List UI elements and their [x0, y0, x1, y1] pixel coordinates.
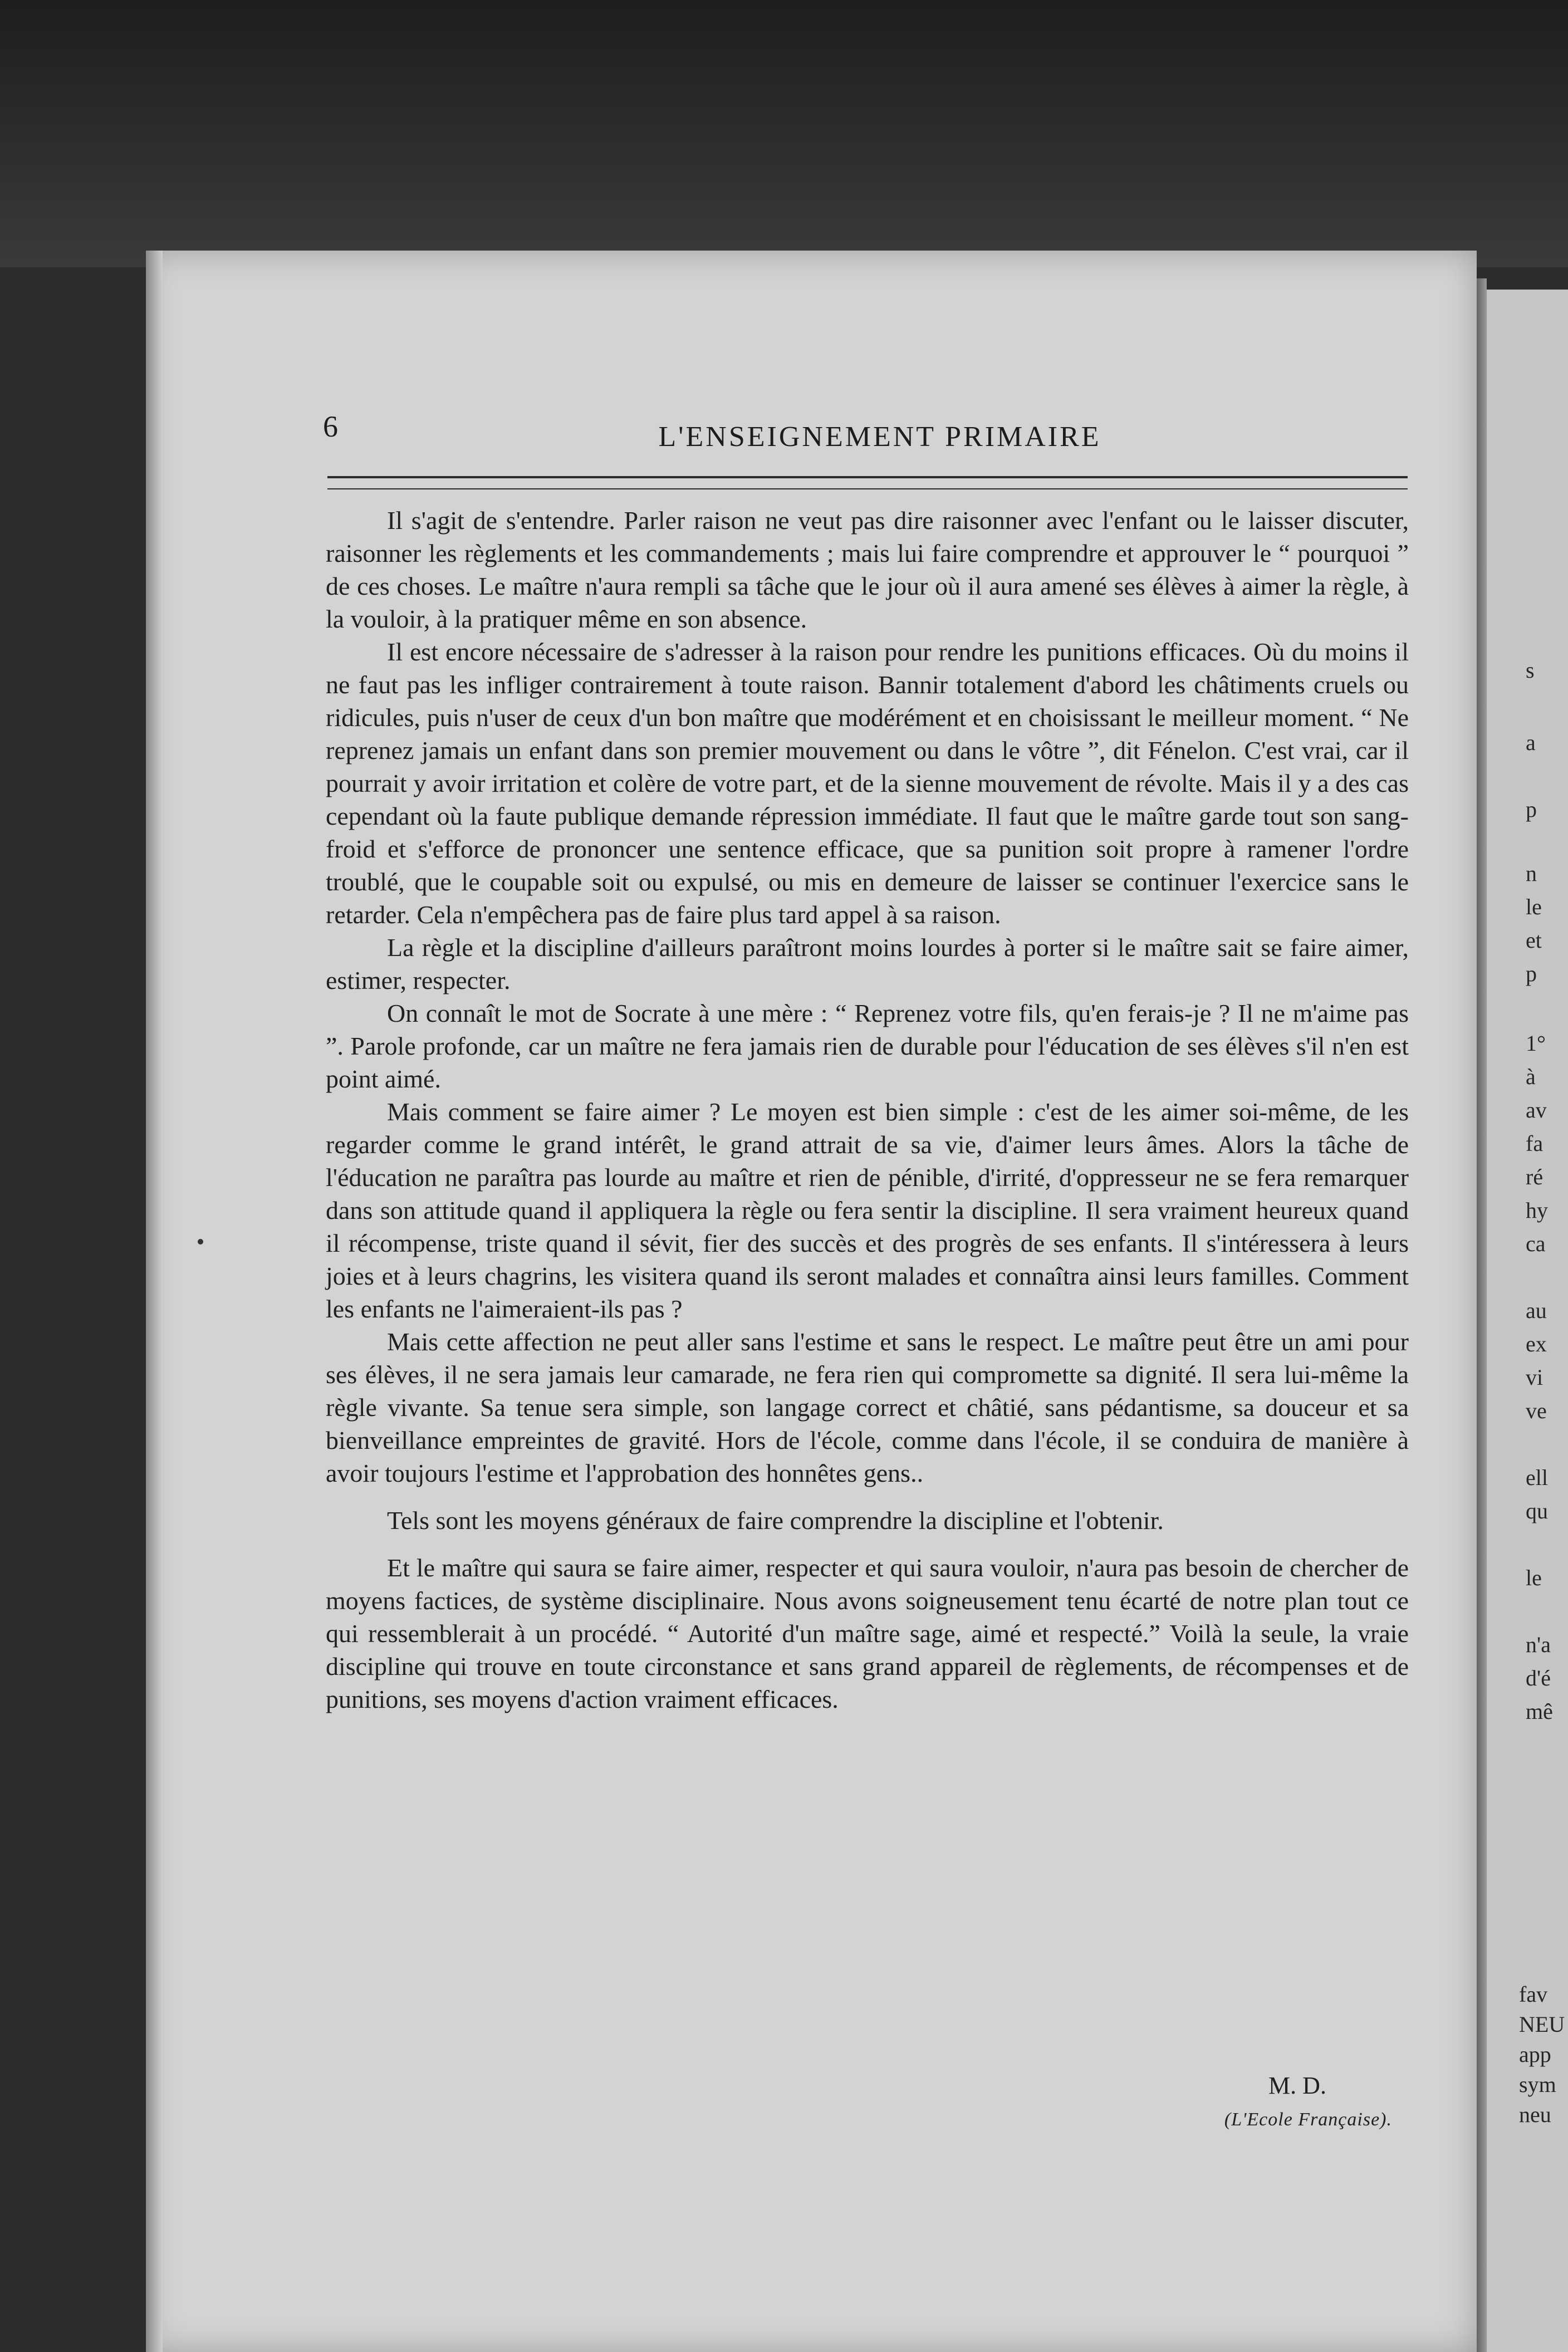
fragment: n [1526, 861, 1537, 886]
paragraph: On connaît le mot de Socrate à une mère : “ Reprenez votre fils, qu'en ferais-je ? Il ne m'aime pas ”. Parole profonde, car un maître ne fera jamais rien de durable pour l'éducation de ses élèves s'il n'en est point aimé. [326, 999, 1409, 1093]
fragment: ca [1526, 1231, 1546, 1256]
fragment: 1° [1526, 1031, 1546, 1056]
background [0, 0, 1568, 267]
fragment: le [1526, 894, 1542, 919]
fragment: qu [1526, 1498, 1548, 1523]
fragment: ve [1526, 1398, 1547, 1423]
fragment: fav [1519, 1982, 1548, 2007]
fragment: ex [1526, 1331, 1547, 1356]
fragment: et [1526, 928, 1542, 953]
page-edge [146, 251, 163, 2352]
fragment: neu [1519, 2102, 1551, 2127]
paragraph: Tels sont les moyens généraux de faire comprendre la discipline et l'obtenir. [387, 1506, 1164, 1535]
fragment: av [1526, 1097, 1547, 1123]
paragraph: Mais cette affection ne peut aller sans l'estime et sans le respect. Le maître peut être un ami pour ses élèves, il ne sera jamais leur camarade, ne fera rien qui compromette sa dignité. Il sera lui-même la règle vivante. Sa tenue sera simple, son langage correct et châtié, sans pédantisme, sa douceur et sa bienveillance empreintes de gravité. Hors de l'école, comme dans l'école, il se conduira de manière à avoir toujours l'estime et l'approbation des honnêtes gens.. [326, 1327, 1409, 1487]
page-number: 6 [323, 410, 338, 443]
fragment: au [1526, 1298, 1547, 1323]
fragment: s [1526, 658, 1535, 683]
margin-mark [198, 1239, 203, 1244]
author-initials: M. D. [1268, 2072, 1326, 2099]
fragment: ré [1526, 1164, 1543, 1189]
article-body [326, 504, 1409, 1716]
page-header [323, 404, 1437, 465]
paragraph: Il est encore nécessaire de s'adresser à la raison pour rendre les punitions efficaces. Où du moins il ne faut pas les infliger contrairement à toute raison. Bannir totalement d'abord les châtiments cruels ou ridicules, puis n'user de ceux d'un bon maître que modérément et en choisissant le meilleur moment. “ Ne reprenez jamais un enfant dans son premier mouvement ou dans le vôtre ”, dit Fénelon. C'est vrai, car il pourrait y avoir irritation et colère de votre part, et de la sienne mouvement de révolte. Mais il y a des cas cependant où la faute publique demande répression immédiate. Il faut que le maître garde tout son sang-froid et s'efforce de prononcer une sentence efficace, que sa punition soit propre à ramener l'ordre troublé, que le coupable soit ou expulsé, ou mis en demeure de laisser se continuer l'exercice sans le retarder. Cela n'empêchera pas de faire plus tard appel à sa raison. [326, 638, 1409, 929]
fragment: le [1526, 1565, 1542, 1590]
paragraph: Et le maître qui saura se faire aimer, respecter et qui saura vouloir, n'aura pas besoin de chercher de moyens factices, de système disciplinaire. Nous avons soigneusement tenu écarté de notre plan tout ce qui ressemblerait à un procédé. “ Autorité d'un maître sage, aimé et respecté.” Voilà la seule, la vraie discipline qui trouve en toute circonstance et sans grand appareil de règlements, de récompenses et de punitions, ses moyens d'action vraiment efficaces. [326, 1554, 1409, 1713]
paragraph: Il s'agit de s'entendre. Parler raison ne veut pas dire raisonner avec l'enfant ou le laisser discuter, raisonner les règlements et les commandements ; mais lui faire comprendre et approuver le “ pourquoi ” de ces choses. Le maître n'aura rempli sa tâche que le jour où il aura amené ses élèves à aimer la règle, à la vouloir, à la pratiquer même en son absence. [326, 506, 1409, 633]
paragraph: La règle et la discipline d'ailleurs paraîtront moins lourdes à porter si le maître sait se faire aimer, estimer, respecter. [326, 933, 1409, 994]
fragment: p [1526, 961, 1537, 986]
fragment: p [1526, 797, 1537, 822]
fragment: a [1526, 730, 1536, 755]
fragment: n'a [1526, 1632, 1551, 1657]
fragment: NEU [1519, 2012, 1565, 2037]
fragment: à [1526, 1064, 1536, 1089]
header-rule [327, 476, 1408, 489]
fragment: ell [1526, 1465, 1548, 1490]
fragment: mê [1526, 1699, 1553, 1724]
fragment: fa [1526, 1131, 1543, 1156]
fragment: d'é [1526, 1665, 1551, 1690]
facing-page-fragments-bottom [1519, 1979, 1568, 2130]
running-title: L'ENSEIGNEMENT PRIMAIRE [658, 421, 1101, 453]
fragment: sym [1519, 2072, 1556, 2097]
paragraph: Mais comment se faire aimer ? Le moyen est bien simple : c'est de les aimer soi-même, de les regarder comme le grand intérêt, le grand attrait de sa vie, d'aimer leurs âmes. Alors la tâche de l'éducation ne paraîtra pas lourde au maître et rien de pénible, d'irrité, d'oppresseur ne se fera remarquer dans son attitude quand il appliquera la règle ou fera sentir la discipline. Il sera vraiment heureux quand il récompense, triste quand il sévit, fier des succès et des progrès de ses enfants. Il s'intéressera à leurs joies et à leurs chagrins, les visitera quand ils seront malades et connaîtra ainsi leurs familles. Comment les enfants ne l'aimeraient-ils pas ? [326, 1097, 1409, 1323]
source-citation: (L'Ecole Française). [1224, 2109, 1392, 2130]
fragment: vi [1526, 1365, 1543, 1390]
fragment: app [1519, 2042, 1551, 2067]
fragment: hy [1526, 1198, 1548, 1223]
